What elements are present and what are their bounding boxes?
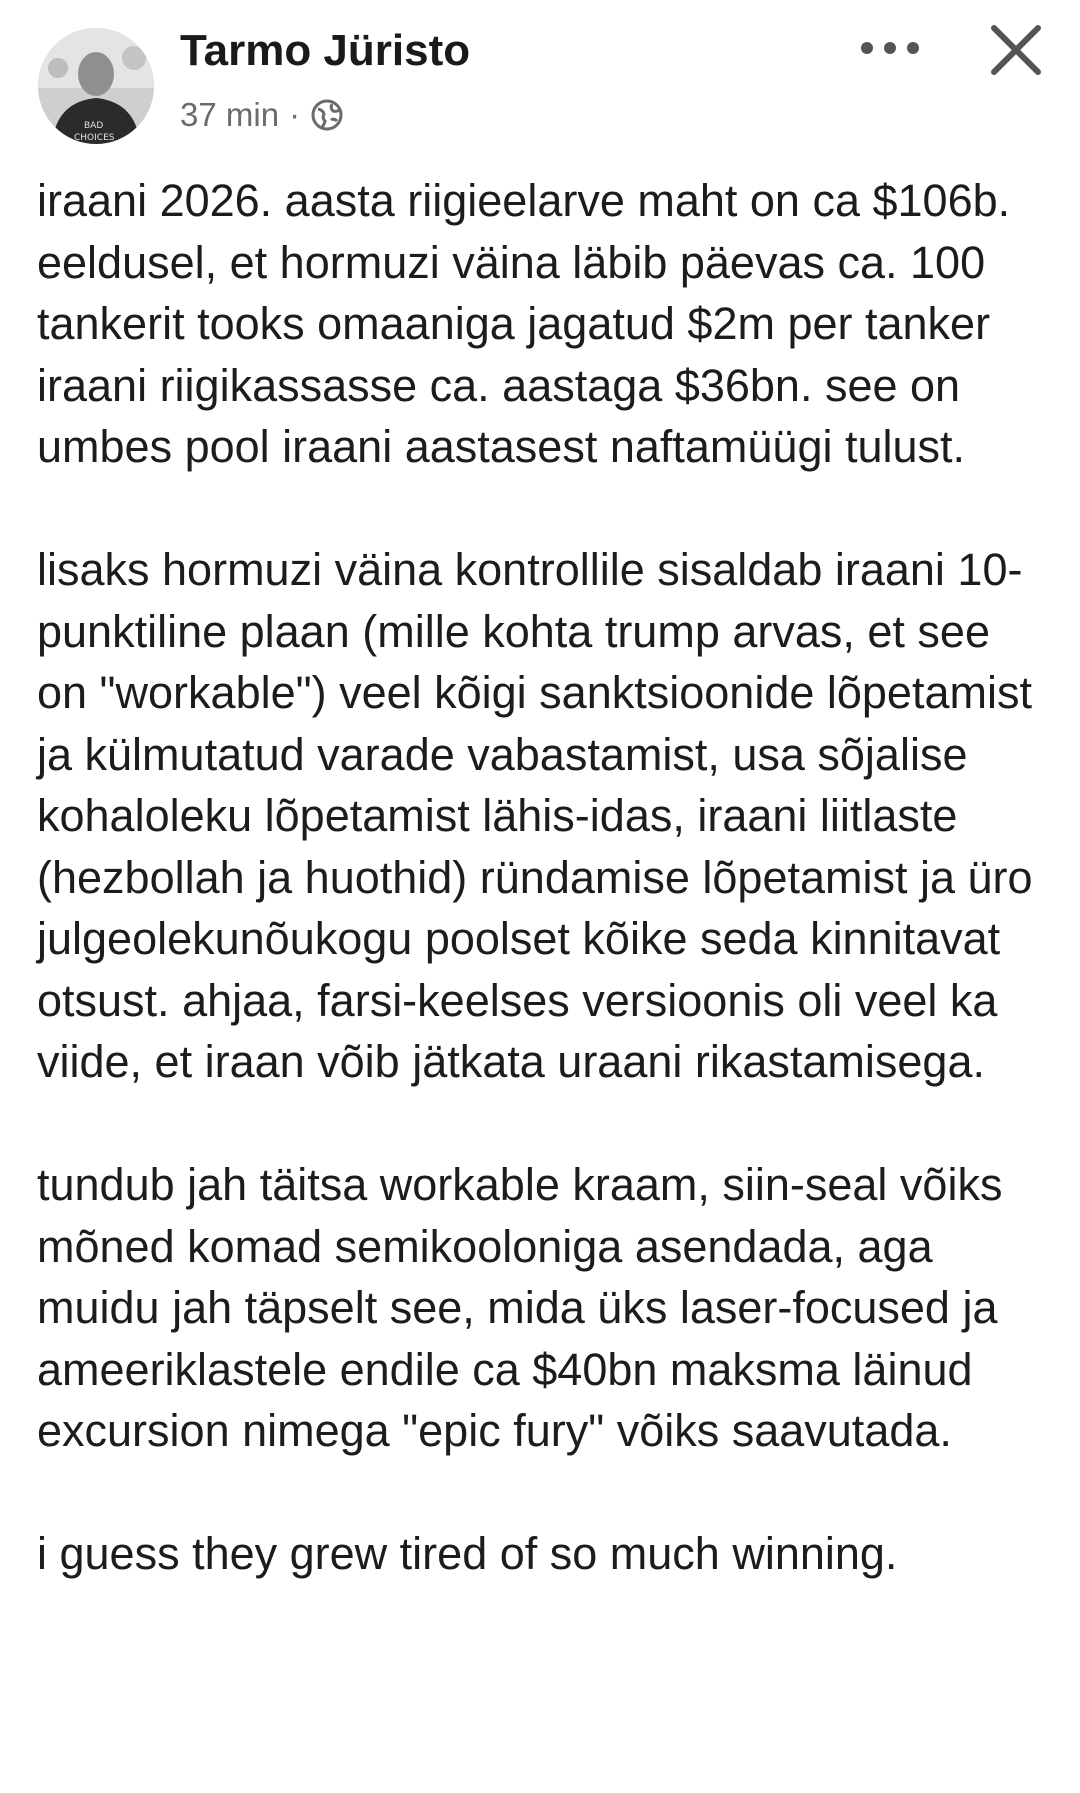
shirt-text-line2: CHOICES — [74, 133, 115, 143]
avatar[interactable] — [38, 28, 154, 144]
post-paragraph: lisaks hormuzi väina kontrollile sisaldab iraani 10-punktiline plaan (mille kohta trump arvas, et see on "workable") veel kõigi sanktsioonide lõpetamist ja külmutatud varade vabastamist, usa sõjalise kohaloleku lõpetamist lähis-idas, iraani liitlaste (hezbollah ja huothid) ründamise lõpetamist ja üro julgeolekunõukogu poolset kõike seda kinnitavat otsust. ahjaa, farsi-keelses versioonis oli veel ka viide, et iraan võib jätkata uraani rikastamisega. — [37, 544, 1033, 1087]
shirt-text-line1: BAD — [84, 121, 104, 131]
globe-icon — [310, 98, 344, 132]
post-time[interactable]: 37 min — [180, 96, 280, 133]
close-button[interactable] — [984, 18, 1048, 82]
post-header — [0, 0, 1080, 160]
post-meta — [180, 96, 344, 134]
post-paragraph: i guess they grew tired of so much winning. — [37, 1528, 898, 1579]
post-paragraph: tundub jah täitsa workable kraam, siin-seal võiks mõned komad semikooloniga asendada, aga muidu jah täpselt see, mida üks laser-focused ja ameeriklastele endile ca $40bn maksma läinud excursion nimega "epic fury" võiks saavutada. — [37, 1159, 1003, 1456]
post-body — [37, 170, 1047, 1585]
meta-separator: · — [289, 96, 301, 133]
post-paragraph: iraani 2026. aasta riigieelarve maht on ca $106b. eeldusel, et hormuzi väina läbib päevas ca. 100 tankerit tooks omaaniga jagatud $2m per tanker iraani riigikassasse ca. aastaga $36bn. see on umbes pool iraani aastasest naftamüügi tulust. — [37, 175, 1011, 472]
author-name[interactable]: Tarmo Jüristo — [180, 26, 471, 75]
more-options-button[interactable] — [850, 24, 930, 72]
avatar-photo — [38, 28, 154, 144]
close-icon — [984, 18, 1048, 82]
more-horizontal-icon — [855, 38, 925, 58]
